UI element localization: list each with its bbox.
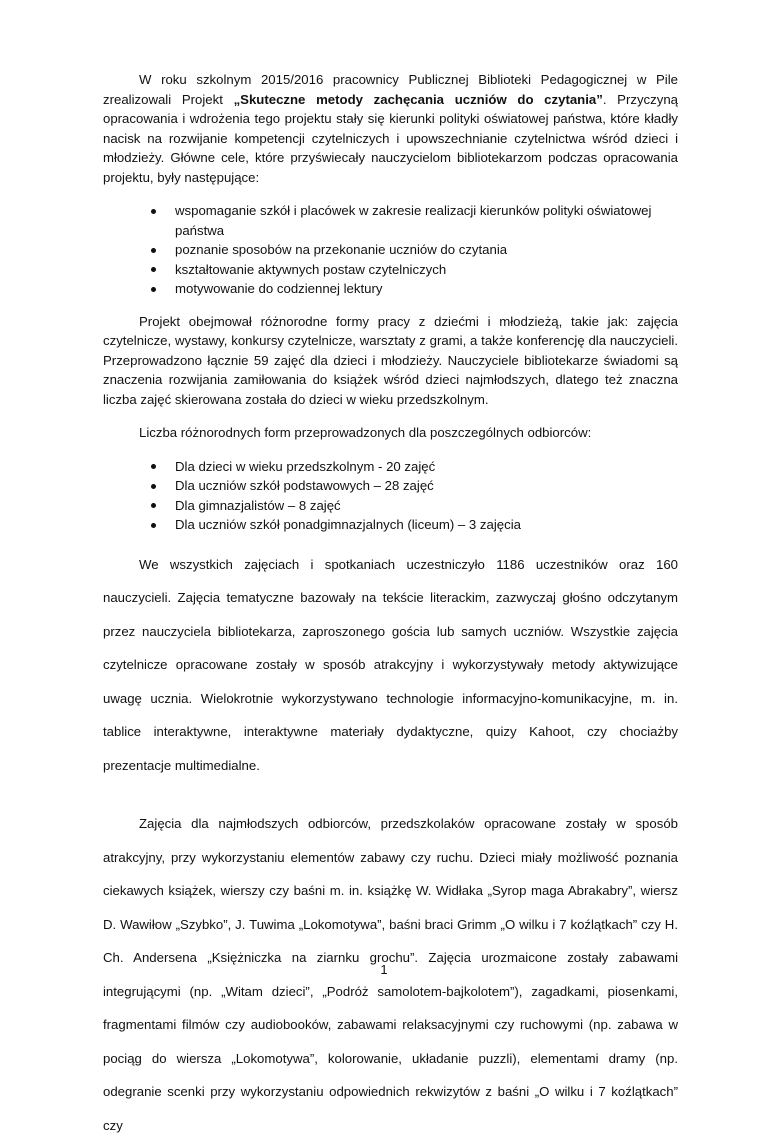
bullet-icon (151, 248, 156, 253)
document-body (103, 70, 678, 1142)
list-item (103, 201, 678, 240)
bullet-icon (151, 464, 156, 469)
bullet-icon (151, 503, 156, 508)
counts-list (103, 457, 678, 535)
participants-paragraph: We wszystkich zajęciach i spotkaniach uczestniczyło 1186 uczestników oraz 160 nauczycieli. Zajęcia tematyczne bazowały na tekście literackim, zazwyczaj głośno odczytanym przez nauczyciela bibliotekarza, zaproszonego gościa lub samych uczniów. Wszystkie zajęcia czytelnicze opracowane zostały w sposób atrakcyjny i wykorzystywały metody aktywizujące uwagę ucznia. Wielokrotnie wykorzystywano technologie informacyjno-komunikacyjne, m. in. tablice interaktywne, interaktywne materiały dydaktyczne, quizy Kahoot, czy chociażby prezentacje multimedialne. (103, 556, 678, 773)
bullet-icon (151, 287, 156, 292)
list-item (103, 476, 678, 496)
forms-paragraph: Projekt obejmował różnorodne formy pracy z dziećmi i młodzieżą, takie jak: zajęcia czytelnicze, wystawy, konkursy czytelnicze, warsztaty z grami, a także konferencję dla nauczycieli. Przeprowadzono łącznie 59 zajęć dla dzieci i młodzieży. Nauczyciele bibliotekarze świadomi są znaczenia rozwijania zamiłowania do książek wśród dzieci najmłodszych, dlatego też znaczna liczba zajęć skierowana została do dzieci w wieku przedszkolnym. (103, 313, 678, 407)
goals-list (103, 201, 678, 299)
preschool-paragraph: Zajęcia dla najmłodszych odbiorców, przedszkolaków opracowane zostały w sposób atrakcyjny, przy wykorzystaniu elementów zabawy czy ruchu. Dzieci miały możliwość poznania ciekawych książek, wierszy czy baśni m. in. książkę W. Widłaka „Syrop maga Abrakabry”, wiersz D. Wawiłow „Szybko”, J. Tuwima „Lokomotywa”, baśni braci Grimm „O wilku i 7 koźlątkach” czy H. Ch. Andersena „Księżniczka na ziarnku grochu”. Zajęcia urozmaicone zostały zabawami integrującymi (np. „Witam dzieci”, „Podróż samolotem-bajkolotem”), zagadkami, piosenkami, fragmentami filmów czy audiobooków, zabawami relaksacyjnymi czy ruchowymi (np. zabawa w pociąg do wiersza „Lokomotywa”, kolorowanie, układanie puzzli), elementami dramy (np. odegranie scenki przy wykorzystaniu odpowiednich rekwizytów z baśni „O wilku i 7 koźlątkach” czy (103, 816, 678, 1133)
list-item (103, 240, 678, 260)
count-intro: Liczba różnorodnych form przeprowadzonych dla poszczególnych odbiorców: (139, 425, 592, 440)
list-item-text: kształtowanie aktywnych postaw czytelniczych (175, 261, 447, 277)
list-item (103, 279, 678, 299)
list-item-text: Dla uczniów szkół podstawowych – 28 zajęć (175, 478, 434, 493)
list-item-text: Dla dzieci w wieku przedszkolnym - 20 zajęć (175, 458, 436, 474)
bullet-icon (151, 523, 156, 528)
list-item-text: poznanie sposobów na przekonanie uczniów do czytania (175, 242, 508, 257)
list-item-text: wspomaganie szkół i placówek w zakresie realizacji kierunków polityki oświatowej państwa (175, 203, 652, 238)
bullet-icon (151, 484, 156, 489)
intro-text-2: . Przyczyną opracowania i wdrożenia tego projektu stały się kierunki polityki oświatowej państwa, które kładły nacisk na rozwijanie kompetencji czytelniczych i upowszechnianie czytelnictwa wśród dzieci i młodzieży. Główne cele, które przyświecały nauczycielom bibliotekarzom podczas opracowania projektu, były następujące: (103, 91, 678, 185)
list-item (103, 515, 678, 535)
page-number: 1 (380, 962, 388, 977)
intro-paragraph (103, 70, 678, 187)
list-item (103, 457, 678, 477)
list-item (103, 260, 678, 280)
list-item-text: Dla uczniów szkół ponadgimnazjalnych (liceum) – 3 zajęcia (175, 517, 521, 532)
intro-text-1: W roku szkolnym 2015/2016 pracownicy Publicznej Biblioteki Pedagogicznej w Pile zrealizowali Projekt (103, 72, 678, 107)
list-item-text: Dla gimnazjalistów – 8 zajęć (175, 497, 341, 513)
project-title: „Skuteczne metody zachęcania uczniów do czytania” (233, 91, 603, 107)
list-item (103, 496, 678, 516)
bullet-icon (151, 267, 156, 272)
bullet-icon (151, 209, 156, 214)
list-item-text: motywowanie do codziennej lektury (175, 281, 383, 296)
